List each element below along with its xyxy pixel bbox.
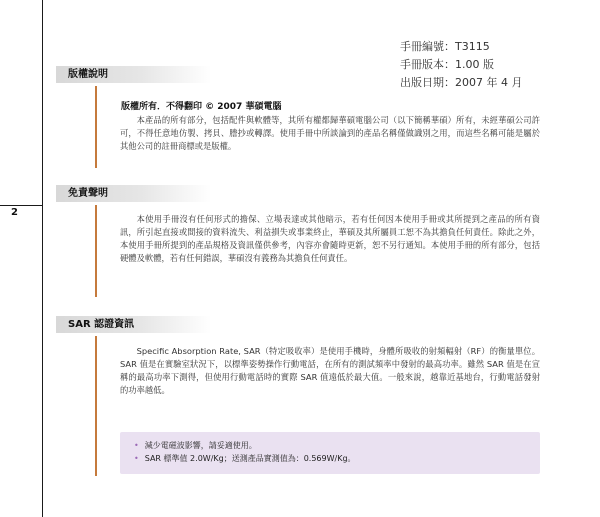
disclaimer-text: 本使用手冊沒有任何形式的擔保、立場表達或其他暗示，若有任何因本使用手冊或其所提到之產品的所有資訊，所引起直接或間接的資料流失、利益損失或事業終止，華碩及其所屬員工恕不為其擔負任何責任。除此之外，本使用手冊所提到的產品規格及資訊僅供參考，內容亦會隨時更新，恕不另行通知。本使用手冊的所有部分，包括硬體及軟體，若有任何錯誤，華碩沒有義務為其擔負任何責任。	[120, 214, 540, 263]
manual-version: 手冊版本：1.00 版	[400, 58, 494, 71]
publish-date: 出版日期：2007 年 4 月	[400, 76, 523, 89]
page-number: 2	[11, 207, 18, 218]
sar-vertical-bar	[95, 336, 97, 476]
bullet-icon: •	[134, 441, 139, 450]
page-number-tick	[0, 205, 42, 206]
sar-paragraph	[120, 345, 540, 397]
manual-info	[400, 38, 522, 92]
disclaimer-heading: 免責聲明	[56, 185, 211, 202]
sar-note-text: SAR 標準值 2.0W/Kg；送測產品實測值為：0.569W/Kg。	[144, 454, 356, 463]
manual-number: 手冊編號：T3115	[400, 40, 490, 53]
sar-heading: SAR 認證資訊	[56, 316, 211, 333]
sar-note-item	[134, 439, 540, 452]
sar-note-text: 減少電磁波影響，請妥適使用。	[144, 441, 257, 450]
copyright-subtitle: 版權所有．不得翻印 © 2007 華碩電腦	[121, 102, 282, 112]
sar-note-item	[134, 452, 540, 465]
copyright-text: 本產品的所有部分，包括配件與軟體等，其所有權都歸華碩電腦公司（以下簡稱華碩）所有，未經華碩公司許可，不得任意地仿製、拷貝、謄抄或轉譯。使用手冊中所談論到的產品名稱僅做識別之用，而這些名稱可能是屬於其他公司的註冊商標或是版權。	[120, 115, 540, 151]
sar-note-box	[120, 432, 540, 474]
disclaimer-vertical-bar	[95, 205, 97, 297]
disclaimer-paragraph	[120, 213, 540, 265]
bullet-icon: •	[134, 454, 139, 463]
copyright-vertical-bar	[95, 86, 97, 168]
copyright-heading: 版權說明	[56, 66, 211, 83]
sar-text: Specific Absorption Rate, SAR（特定吸收率）是使用手機時，身體所吸收的射頻輻射（RF）的衡量單位。SAR 值是在實驗室狀況下，以標準姿勢操作行動電話，在所有的測試頻率中發射的最高功率。雖然 SAR 值是在宣稱的最高功率下測得，但使用行動電話時的實際 SAR 值遠低於最大值。一般來說，越靠近基地台，行動電話發射的功率越低。	[120, 346, 540, 395]
left-margin-rule	[42, 0, 43, 517]
copyright-paragraph	[120, 114, 540, 153]
